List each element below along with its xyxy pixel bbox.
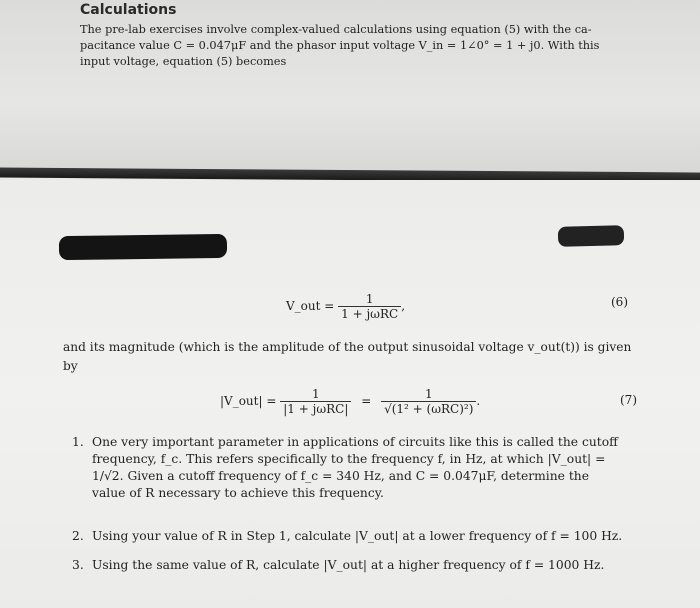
eq7-lhs: |V_out| = bbox=[220, 394, 277, 408]
eq6-trail: , bbox=[401, 299, 406, 313]
intro-line: The pre-lab exercises involve complex-valued calculations using equation (5) with the ca- bbox=[80, 23, 592, 36]
eq7-frac2-numerator: 1 bbox=[424, 387, 433, 401]
list-line: value of R necessary to achieve this frequency. bbox=[92, 486, 384, 500]
eq6-denominator: 1 + jωRC bbox=[338, 306, 401, 321]
equation-number-6: (6) bbox=[611, 295, 628, 309]
eq7-fraction-2 bbox=[381, 387, 476, 416]
list-number: 1. bbox=[72, 435, 84, 449]
list-number: 3. bbox=[72, 558, 84, 572]
list-item bbox=[72, 557, 647, 574]
redaction-mark bbox=[59, 234, 227, 260]
eq6-fraction bbox=[338, 292, 401, 321]
list-line: frequency, f_c. This refers specifically to the frequency f, in Hz, at which |V_out| = bbox=[92, 452, 606, 466]
equation-6 bbox=[286, 292, 405, 321]
magnitude-line: and its magnitude (which is the amplitude of the output sinusoidal voltage v_out(t)) is given bbox=[63, 340, 632, 354]
equation-7 bbox=[220, 387, 480, 416]
list-line: Using your value of R in Step 1, calculate |V_out| at a lower frequency of f = 100 Hz. bbox=[92, 529, 623, 543]
eq6-lhs: V_out = bbox=[286, 299, 335, 313]
list-line: One very important parameter in applications of circuits like this is called the cutoff bbox=[92, 435, 618, 449]
eq7-frac1-numerator: 1 bbox=[311, 387, 320, 401]
equation-number-7: (7) bbox=[620, 393, 637, 407]
eq7-equals: = bbox=[361, 394, 372, 408]
list-line: 1/√2. Given a cutoff frequency of f_c = 340 Hz, and C = 0.047μF, determine the bbox=[92, 469, 589, 483]
intro-line: pacitance value C = 0.047μF and the phasor input voltage V_in = 1∠0° = 1 + j0. With this bbox=[80, 39, 600, 52]
list-item bbox=[72, 434, 647, 502]
magnitude-line: by bbox=[63, 359, 78, 373]
intro-line: input voltage, equation (5) becomes bbox=[80, 55, 287, 68]
list-item bbox=[72, 528, 647, 545]
eq6-numerator: 1 bbox=[365, 292, 374, 306]
eq7-frac1-denominator: |1 + jωRC| bbox=[280, 401, 351, 416]
previous-page bbox=[0, 0, 700, 172]
redaction-mark bbox=[558, 225, 625, 247]
list-number: 2. bbox=[72, 529, 84, 543]
eq7-trail: . bbox=[476, 394, 481, 408]
intro-paragraph bbox=[80, 22, 615, 70]
section-heading: Calculations bbox=[80, 2, 177, 18]
eq7-fraction-1 bbox=[280, 387, 351, 416]
list-line: Using the same value of R, calculate |V_out| at a higher frequency of f = 1000 Hz. bbox=[92, 558, 605, 572]
eq7-frac2-denominator: √(1² + (ωRC)²) bbox=[381, 401, 476, 416]
